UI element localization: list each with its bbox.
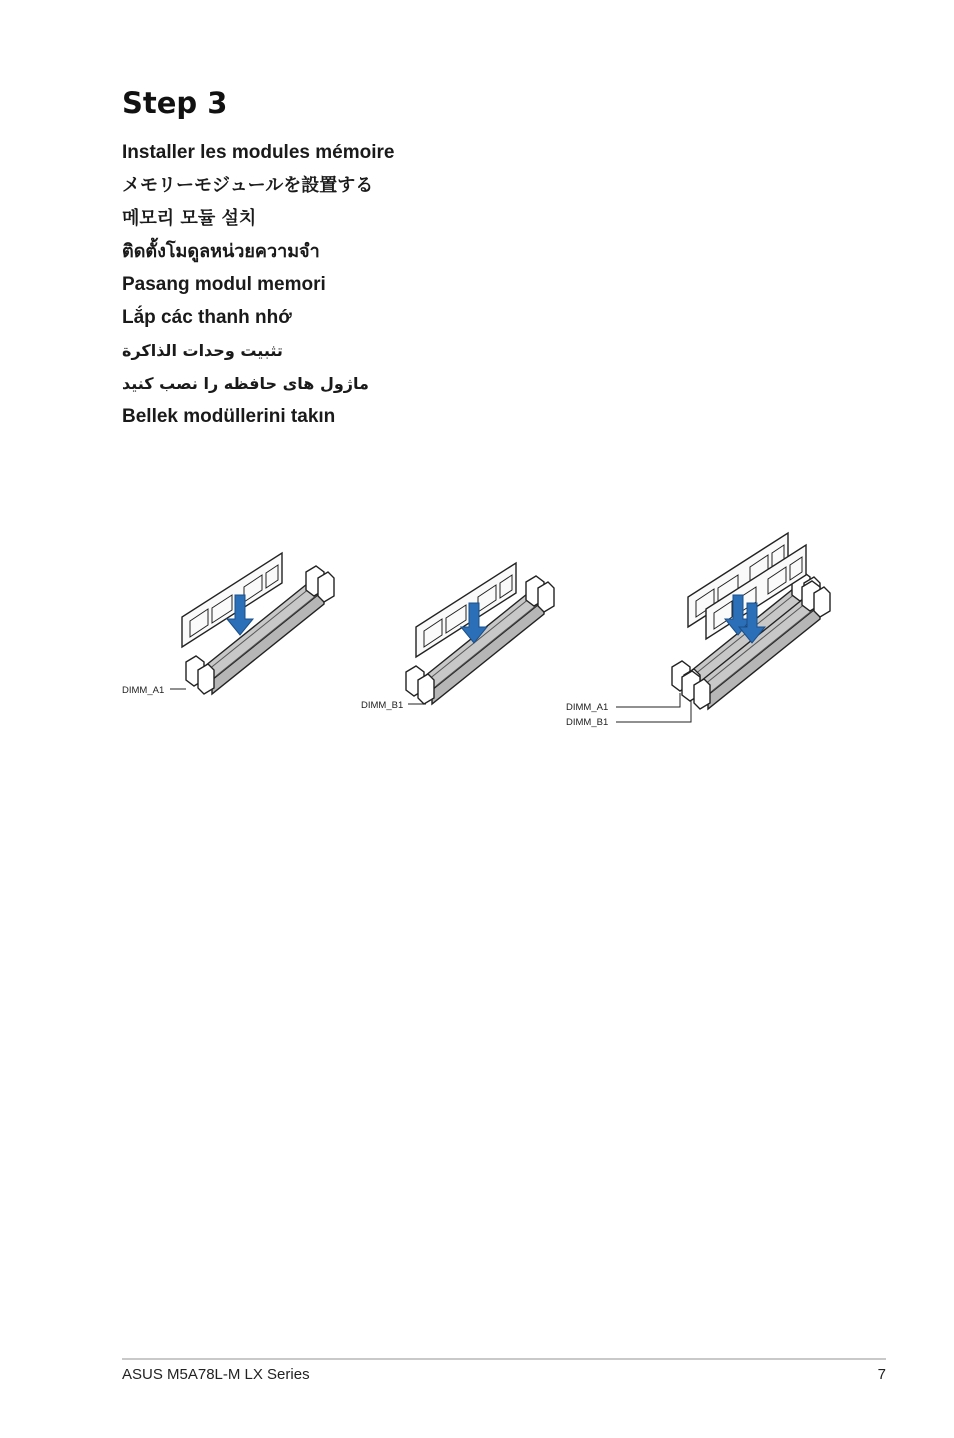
instruction-japanese: メモリーモジュールを設置する — [122, 175, 374, 196]
instruction-korean: 메모리 모듈 설치 — [122, 208, 257, 229]
footer-divider — [122, 1358, 886, 1360]
instruction-arabic: تثبيت وحدات الذاكرة — [122, 341, 283, 360]
dimm-a1-label: DIMM_A1 — [122, 685, 165, 696]
dimm-b1-label: DIMM_B1 — [361, 700, 404, 711]
memory-install-illustration — [110, 495, 840, 740]
step-title: Step 3 — [122, 86, 228, 120]
instruction-indonesian: Pasang modul memori — [122, 274, 326, 295]
footer-page-number: 7 — [877, 1366, 886, 1383]
instruction-turkish: Bellek modüllerini takın — [122, 406, 336, 427]
dimm-b1-label-2: DIMM_B1 — [566, 717, 609, 728]
instruction-list — [122, 136, 394, 433]
panel-3-dimm-a1-b1 — [566, 533, 830, 728]
instruction-thai: ติดตั้งโมดูลหน่วยความจำ — [122, 241, 320, 262]
memory-install-figure — [110, 495, 840, 740]
footer-product-name: ASUS M5A78L-M LX Series — [122, 1366, 310, 1383]
instruction-vietnamese: Lắp các thanh nhớ — [122, 307, 292, 328]
dimm-a1-label-2: DIMM_A1 — [566, 702, 609, 713]
instruction-persian: ماژول های حافظه را نصب کنید — [122, 374, 369, 393]
panel-2-dimm-b1 — [361, 563, 554, 711]
panel-1-dimm-a1 — [122, 553, 334, 696]
instruction-french: Installer les modules mémoire — [122, 142, 395, 163]
